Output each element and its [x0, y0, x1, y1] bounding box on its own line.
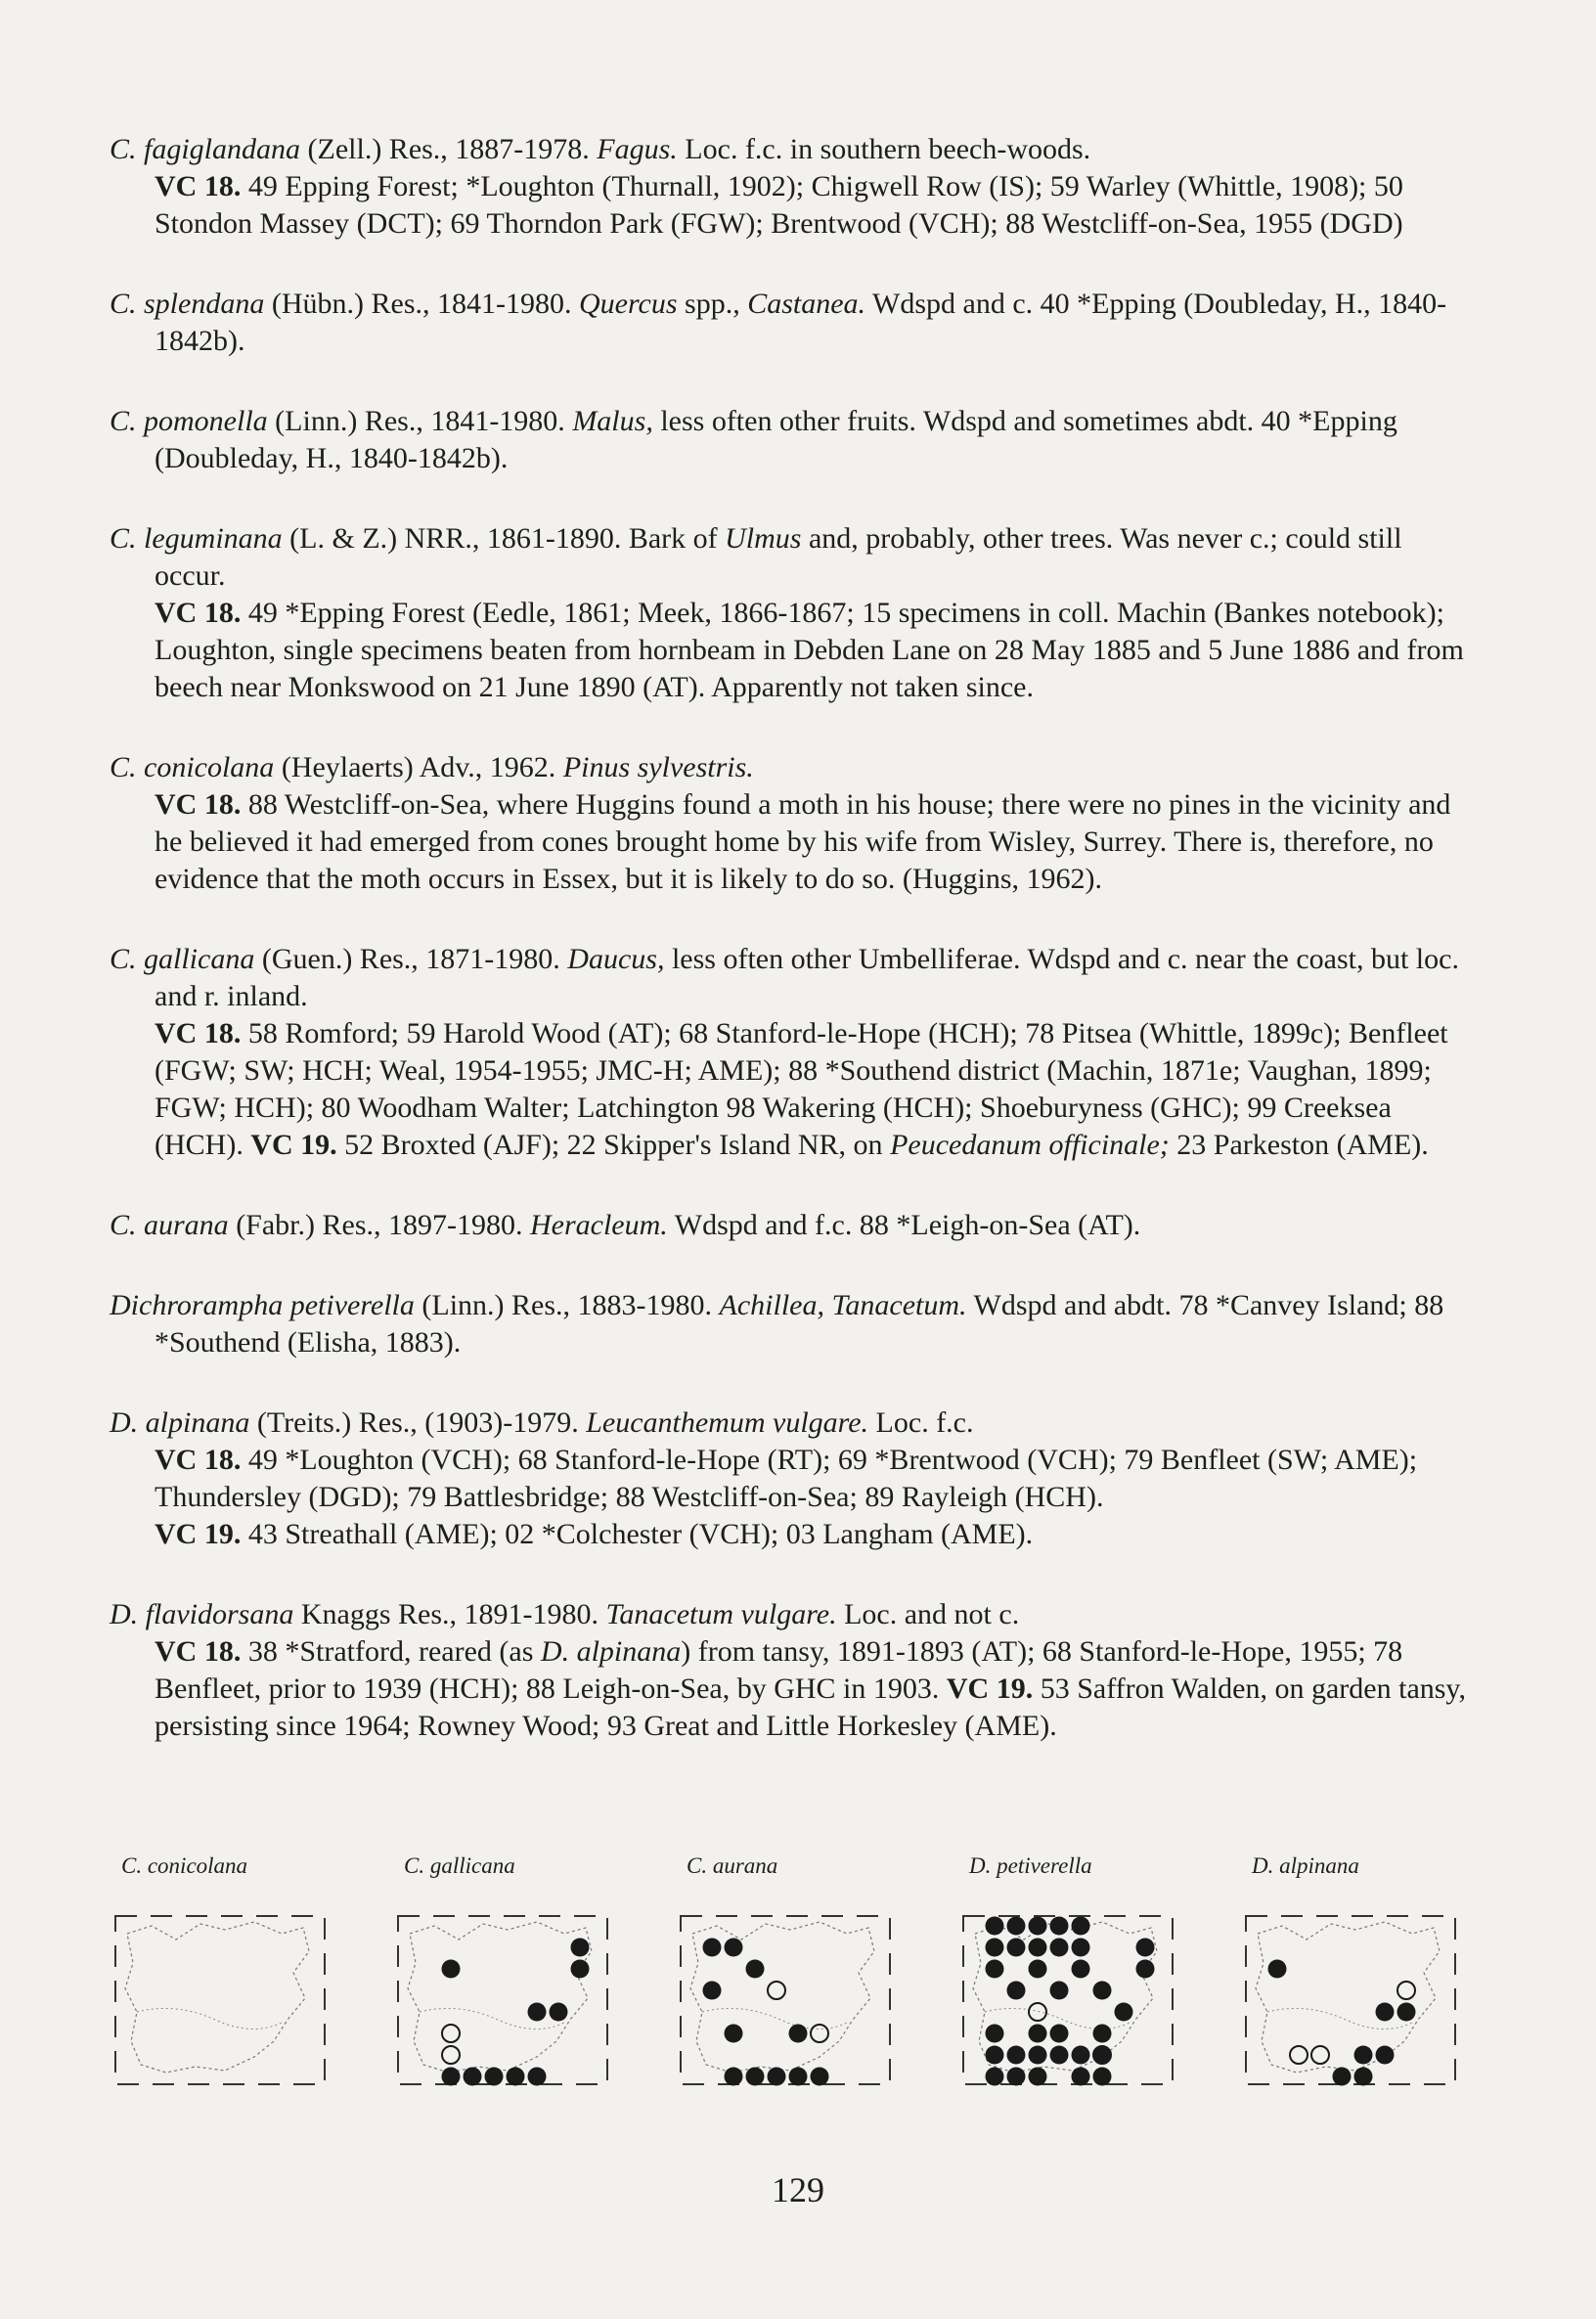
record-dot-open [1029, 2003, 1046, 2021]
record-dot-filled [507, 2068, 525, 2086]
record-dot-filled [789, 2068, 808, 2086]
text-run: Leucanthemum vulgare. [586, 1406, 869, 1439]
distribution-map [390, 1853, 625, 2108]
record-dot-filled [725, 2025, 743, 2043]
record-dot-filled [1029, 1960, 1047, 1979]
map-label: C. aurana [687, 1853, 778, 1878]
species-entry-petiverella [110, 1287, 1479, 1361]
record-dot-filled [725, 2068, 743, 2086]
record-dot-filled [1333, 2068, 1352, 2086]
record-dot-filled [1354, 2068, 1373, 2086]
text-run: (Zell.) Res., 1887-1978. [300, 133, 598, 165]
record-dot-filled [1029, 1917, 1047, 1936]
text-run: Wdspd and abdt. 78 *Canvey Island; 88 *Southend (Elisha, 1883). [155, 1289, 1444, 1359]
text-run: (Treits.) Res., (1903)-1979. [249, 1406, 587, 1439]
map-label: C. conicolana [121, 1853, 248, 1878]
vice-county-records [110, 1015, 1479, 1164]
record-dot-filled [1007, 1982, 1026, 2000]
record-dot-filled [1050, 2025, 1069, 2043]
species-entry-alpinana [110, 1405, 1479, 1553]
text-run: (Linn.) Res., 1883-1980. [414, 1289, 720, 1321]
record-dot-filled [571, 1939, 590, 1957]
record-dot-filled [1007, 1939, 1026, 1957]
text-run: C. gallicana [110, 943, 255, 975]
record-dot-open [1290, 2046, 1308, 2064]
text-run: VC 18. [155, 170, 242, 202]
text-run: Wdspd and c. 40 *Epping (Doubleday, H., 1840-1842b). [155, 288, 1447, 357]
map-label: D. petiverella [969, 1853, 1092, 1878]
text-run: C. splendana [110, 288, 265, 320]
record-dot-filled [1268, 1960, 1287, 1979]
record-dot-filled [789, 2025, 808, 2043]
text-run: 58 Romford; 59 Harold Wood (AT); 68 Stanford-le-Hope (HCH); 78 Pitsea (Whittle, 1899c); Benfleet (FGW; SW; HCH; Weal, 1954-1955; JMC-H; AME); 88 *Southend district (Machin, 1871e; Vaughan, 1899; FGW; HCH); 80 Woodham Walter; Latchington 98 Wakering (HCH); Shoeburyness (GHC); 99 Creeksea (HCH). [155, 1017, 1448, 1161]
page-number: 129 [772, 2170, 824, 2209]
text-run: Pinus sylvestris. [562, 751, 754, 783]
text-run: Knaggs Res., 1891-1980. [293, 1598, 606, 1630]
text-run: less often other fruits. Wdspd and sometimes abdt. 40 *Epping (Doubleday, H., 1840-1842b). [155, 405, 1397, 474]
text-run: VC 19. [946, 1672, 1034, 1705]
vice-county-records [110, 786, 1479, 898]
text-run: Quercus [578, 288, 678, 320]
species-entry-fagiglandana [110, 131, 1479, 243]
species-heading [110, 1287, 1479, 1361]
text-run: (Hübn.) Res., 1841-1980. [264, 288, 579, 320]
species-heading [110, 520, 1479, 595]
record-dot-filled [1072, 1960, 1090, 1979]
species-entry-aurana [110, 1207, 1479, 1244]
species-heading [110, 941, 1479, 1015]
record-dot-filled [986, 2068, 1004, 2086]
record-dot-open [442, 2046, 460, 2064]
text-run: 52 Broxted (AJF); 22 Skipper's Island NR, on [336, 1129, 891, 1161]
text-run: D. alpinana [540, 1635, 682, 1668]
record-dot-filled [986, 1960, 1004, 1979]
distribution-map [1238, 1853, 1473, 2108]
record-dot-filled [1376, 2046, 1395, 2065]
record-dot-filled [768, 2068, 786, 2086]
map-label: D. alpinana [1252, 1853, 1359, 1878]
record-dot-filled [1115, 2003, 1133, 2022]
text-run: VC 18. [155, 1635, 242, 1668]
species-entry-conicolana [110, 749, 1479, 898]
map-label: C. gallicana [404, 1853, 515, 1878]
text-run: C. aurana [110, 1209, 229, 1241]
record-dot-filled [1029, 2025, 1047, 2043]
text-run: VC 19. [250, 1129, 337, 1161]
record-dot-filled [1007, 1917, 1026, 1936]
record-dot-filled [485, 2068, 504, 2086]
text-run: and, probably, other trees. Was never c.; could still occur. [155, 522, 1402, 592]
essex-outline-map [673, 1904, 900, 2100]
species-heading [110, 749, 1479, 786]
record-dot-filled [1072, 1939, 1090, 1957]
text-run: C. pomonella [110, 405, 268, 437]
species-entry-flavidorsana [110, 1596, 1479, 1745]
text-run: VC 18. [155, 1017, 242, 1049]
record-dot-filled [986, 2025, 1004, 2043]
text-run: Daucus, [567, 943, 665, 975]
text-run: VC 18. [155, 597, 242, 629]
species-heading [110, 403, 1479, 477]
record-dot-open [811, 2025, 828, 2042]
record-dot-filled [1093, 1982, 1112, 2000]
record-dot-filled [703, 1982, 722, 2000]
text-run: Loc. f.c. in southern beech-woods. [677, 133, 1091, 165]
text-run: Tanacetum vulgare. [605, 1598, 837, 1630]
text-run: Castanea. [747, 288, 866, 320]
text-run: 53 Saffron Walden, on garden tansy, persisting since 1964; Rowney Wood; 93 Great and Little Horkesley (AME). [155, 1672, 1466, 1742]
text-run: Achillea, Tanacetum. [719, 1289, 967, 1321]
record-dot-filled [1007, 2068, 1026, 2086]
record-dot-open [768, 1982, 785, 1999]
record-dot-filled [571, 1960, 590, 1979]
text-run: (Fabr.) Res., 1897-1980. [228, 1209, 530, 1241]
map-frame [115, 1916, 325, 2084]
essex-outline-map [390, 1904, 617, 2100]
record-dot-open [1311, 2046, 1329, 2064]
species-entry-leguminana [110, 520, 1479, 706]
vice-county-records [110, 1442, 1479, 1516]
distribution-maps [108, 1853, 1477, 2108]
text-run: Malus, [572, 405, 653, 437]
record-dot-open [442, 2025, 460, 2042]
text-run: C. leguminana [110, 522, 283, 555]
text-run: Heracleum. [530, 1209, 668, 1241]
map-frame [1246, 1916, 1455, 2084]
text-run: (Guen.) Res., 1871-1980. [254, 943, 568, 975]
text-run: 23 Parkeston (AME). [1169, 1129, 1429, 1161]
record-dot-filled [811, 2068, 829, 2086]
record-dot-filled [1354, 2046, 1373, 2065]
distribution-map [955, 1853, 1190, 2108]
record-dot-filled [1050, 1939, 1069, 1957]
record-dot-filled [1029, 1939, 1047, 1957]
species-heading [110, 1207, 1479, 1244]
record-dot-filled [1050, 1917, 1069, 1936]
text-run: 49 Epping Forest; *Loughton (Thurnall, 1902); Chigwell Row (IS); 59 Warley (Whittle, 1908); 50 Stondon Massey (DCT); 69 Thorndon Park (FGW); Brentwood (VCH); 88 Westcliff-on-Sea, 1955 (DGD) [155, 170, 1403, 240]
essex-outline-map [1238, 1904, 1465, 2100]
record-dot-filled [1029, 2046, 1047, 2065]
record-dot-filled [746, 2068, 765, 2086]
record-dot-filled [442, 1960, 461, 1979]
text-run: (Heylaerts) Adv., 1962. [274, 751, 563, 783]
text-run: Loc. and not c. [836, 1598, 1020, 1630]
text-run: Wdspd and f.c. 88 *Leigh-on-Sea (AT). [667, 1209, 1141, 1241]
text-run: less often other Umbelliferae. Wdspd and c. near the coast, but loc. and r. inland. [155, 943, 1459, 1012]
text-run: Ulmus [725, 522, 802, 555]
county-outline [408, 1922, 592, 2073]
text-run: 38 *Stratford, reared (as [241, 1635, 541, 1668]
text-run: 49 *Epping Forest (Eedle, 1861; Meek, 1866-1867; 15 specimens in coll. Machin (Bankes notebook); Loughton, single specimens beaten from hornbeam in Debden Lane on 28 May 1885 and 5 June 1886 and from beech near Monkswood on 21 June 1890 (AT). Apparently not taken since. [155, 597, 1464, 703]
text-run: C. conicolana [110, 751, 275, 783]
species-entry-gallicana [110, 941, 1479, 1164]
record-dot-filled [1397, 2003, 1416, 2022]
record-dot-filled [703, 1939, 722, 1957]
species-entry-pomonella [110, 403, 1479, 477]
vice-county-records [110, 168, 1479, 243]
text-run: C. fagiglandana [110, 133, 301, 165]
species-heading [110, 131, 1479, 168]
text-run: 43 Streathall (AME); 02 *Colchester (VCH); 03 Langham (AME). [241, 1518, 1034, 1550]
text-run: D. flavidorsana [110, 1598, 294, 1630]
river-line [702, 2008, 849, 2029]
record-dot-filled [1029, 2068, 1047, 2086]
distribution-map [673, 1853, 908, 2108]
record-dot-filled [1050, 1982, 1069, 2000]
vice-county-records [110, 1633, 1479, 1745]
record-dot-filled [1050, 2046, 1069, 2065]
record-dot-filled [550, 2003, 568, 2022]
record-dot-filled [746, 1960, 765, 1979]
text-run: Dichrorampha petiverella [110, 1289, 415, 1321]
species-entry-splendana [110, 286, 1479, 360]
vice-county-records [110, 595, 1479, 706]
record-dot-filled [1093, 2025, 1112, 2043]
text-run: 88 Westcliff-on-Sea, where Huggins found a moth in his house; there were no pines in the vicinity and he believed it had emerged from cones brought home by his wife from Wisley, Surrey. There is, therefore, no evidence that the moth occurs in Essex, but it is likely to do so. (Huggins, 1962). [155, 788, 1451, 895]
text-run: (Linn.) Res., 1841-1980. [267, 405, 573, 437]
record-dot-filled [1072, 2046, 1090, 2065]
species-text [110, 131, 1479, 1788]
record-dot-filled [1072, 1917, 1090, 1936]
record-dot-filled [725, 1939, 743, 1957]
text-run: (L. & Z.) NRR., 1861-1890. Bark of [282, 522, 726, 555]
record-dot-filled [986, 1939, 1004, 1957]
record-dot-filled [986, 2046, 1004, 2065]
species-heading [110, 286, 1479, 360]
essex-outline-map [108, 1904, 334, 2100]
record-dot-filled [986, 1917, 1004, 1936]
record-dot-filled [528, 2068, 547, 2086]
record-dot-filled [528, 2003, 547, 2022]
text-run: VC 19. [155, 1518, 242, 1550]
county-outline [125, 1922, 309, 2073]
record-dot-filled [1376, 2003, 1395, 2022]
text-run: Loc. f.c. [868, 1406, 974, 1439]
text-run: VC 18. [155, 1444, 242, 1476]
essex-outline-map [955, 1904, 1182, 2100]
species-heading [110, 1596, 1479, 1633]
species-heading [110, 1405, 1479, 1442]
text-run: ) from tansy, 1891-1893 (AT); 68 Stanford-le-Hope, 1955; 78 Benfleet, prior to 1939 (HCH); 88 Leigh-on-Sea, by GHC in 1903. [155, 1635, 1403, 1705]
record-dot-filled [464, 2068, 482, 2086]
record-dot-filled [1007, 2046, 1026, 2065]
river-line [137, 2008, 284, 2029]
record-dot-filled [1093, 2068, 1112, 2086]
text-run: Fagus. [597, 133, 678, 165]
text-run: Peucedanum officinale; [890, 1129, 1170, 1161]
record-dot-filled [442, 2068, 461, 2086]
vice-county-records [110, 1516, 1479, 1553]
text-run: D. alpinana [110, 1406, 250, 1439]
distribution-map [108, 1853, 342, 2108]
text-run: spp., [677, 288, 748, 320]
record-dot-open [1397, 1982, 1415, 1999]
record-dot-filled [1136, 1960, 1155, 1979]
record-dot-filled [1072, 2068, 1090, 2086]
text-run: VC 18. [155, 788, 242, 821]
text-run: 49 *Loughton (VCH); 68 Stanford-le-Hope (RT); 69 *Brentwood (VCH); 79 Benfleet (SW; AME); Thundersley (DGD); 79 Battlesbridge; 88 Westcliff-on-Sea; 89 Rayleigh (HCH). [155, 1444, 1418, 1513]
record-dot-filled [1136, 1939, 1155, 1957]
